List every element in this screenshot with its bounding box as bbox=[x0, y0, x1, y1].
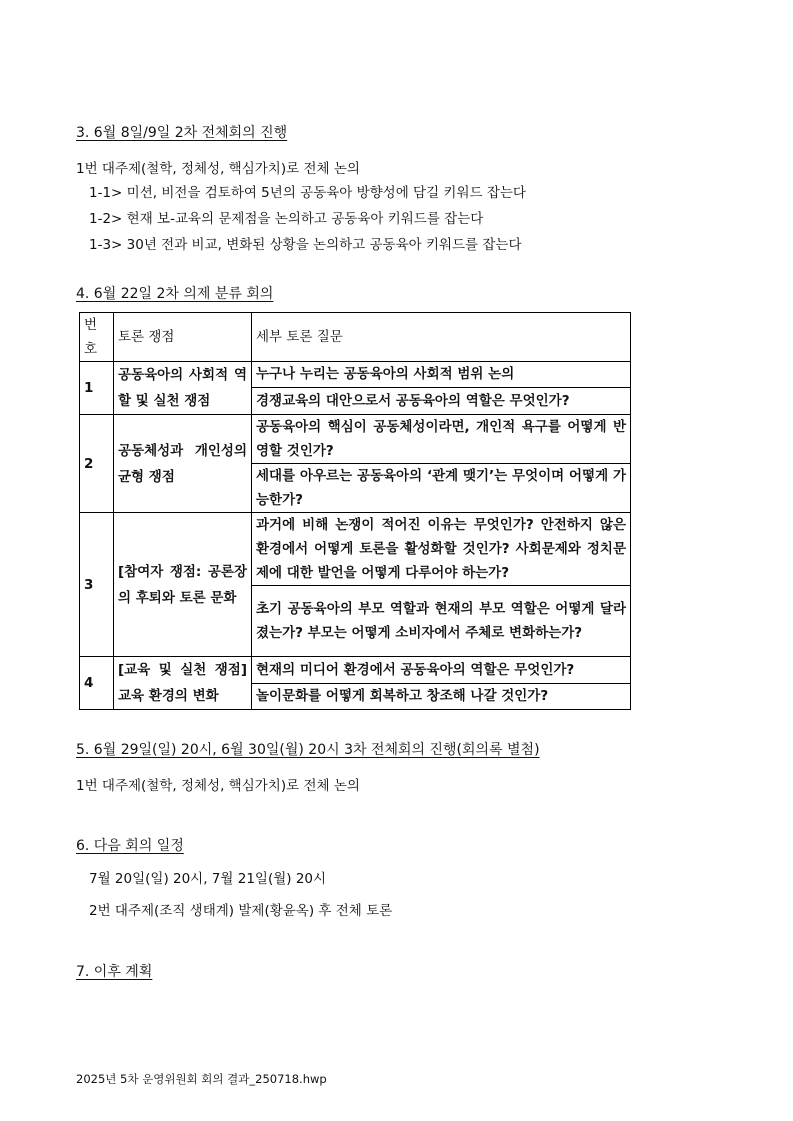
row-number: 1 bbox=[80, 362, 114, 415]
row-topic: 공동체성과 개인성의 균형 쟁점 bbox=[114, 415, 252, 513]
row-question: 경쟁교육의 대안으로서 공동육아의 역할은 무엇인가? bbox=[252, 387, 631, 414]
footer-filename: 2025년 5차 운영위원회 회의 결과_250718.hwp bbox=[76, 1072, 327, 1086]
row-topic: [참여자 쟁점: 공론장의 후퇴와 토론 문화 bbox=[114, 513, 252, 657]
row-question: 세대를 아우르는 공동육아의 ‘관계 맺기’는 무엇이며 어떻게 가능한가? bbox=[252, 464, 631, 513]
section-3-intro: 1번 대주제(철학, 정체성, 핵심가치)로 전체 논의 bbox=[76, 161, 360, 177]
section-5-intro: 1번 대주제(철학, 정체성, 핵심가치)로 전체 논의 bbox=[76, 778, 360, 794]
row-question: 누구나 누리는 공동육아의 사회적 범위 논의 bbox=[252, 362, 631, 388]
table-row bbox=[80, 415, 631, 464]
section-6-item: 2번 대주제(조직 생태계) 발제(황윤옥) 후 전체 토론 bbox=[89, 903, 393, 919]
table-header-row bbox=[80, 313, 631, 362]
row-question: 공동육아의 핵심이 공동체성이라면, 개인적 욕구를 어떻게 반영할 것인가? bbox=[252, 415, 631, 464]
table-row bbox=[80, 657, 631, 684]
row-question: 현재의 미디어 환경에서 공동육아의 역할은 무엇인가? bbox=[252, 657, 631, 684]
section-3-item: 1-3> 30년 전과 비교, 변화된 상황을 논의하고 공동육아 키워드를 잡는다 bbox=[89, 237, 522, 253]
header-number: 번호 bbox=[80, 313, 114, 362]
header-topic: 토론 쟁점 bbox=[114, 313, 252, 362]
row-number: 4 bbox=[80, 657, 114, 710]
table-row bbox=[80, 513, 631, 586]
row-number: 2 bbox=[80, 415, 114, 513]
row-topic: 공동육아의 사회적 역할 및 실천 쟁점 bbox=[114, 362, 252, 415]
section-6-title: 6. 다음 회의 일정 bbox=[76, 838, 184, 854]
section-3-item: 1-1> 미션, 비전을 검토하여 5년의 공동육아 방향성에 담길 키워드 잡는다 bbox=[89, 185, 526, 201]
row-question: 놀이문화를 어떻게 회복하고 창조해 나갈 것인가? bbox=[252, 683, 631, 710]
table-row bbox=[80, 362, 631, 388]
agenda-table bbox=[79, 312, 631, 710]
section-5-title: 5. 6월 29일(일) 20시, 6월 30일(월) 20시 3차 전체회의 진행(회의록 별첨) bbox=[76, 742, 540, 758]
row-topic: [교육 및 실천 쟁점] 교육 환경의 변화 bbox=[114, 657, 252, 710]
row-question: 과거에 비해 논쟁이 적어진 이유는 무엇인가? 안전하지 않은 환경에서 어떻게 토론을 활성화할 것인가? 사회문제와 정치문제에 대한 발언을 어떻게 다루어야 하는가? bbox=[252, 513, 631, 586]
row-question: 초기 공동육아의 부모 역할과 현재의 부모 역할은 어떻게 달라졌는가? 부모는 어떻게 소비자에서 주체로 변화하는가? bbox=[252, 586, 631, 657]
header-questions: 세부 토론 질문 bbox=[252, 313, 631, 362]
section-3-item: 1-2> 현재 보-교육의 문제점을 논의하고 공동육아 키워드를 잡는다 bbox=[89, 211, 484, 227]
section-4-title: 4. 6월 22일 2차 의제 분류 회의 bbox=[76, 286, 274, 302]
section-7-title: 7. 이후 계획 bbox=[76, 964, 153, 980]
row-number: 3 bbox=[80, 513, 114, 657]
section-6-item: 7월 20일(일) 20시, 7월 21일(월) 20시 bbox=[89, 871, 327, 887]
section-3-title: 3. 6월 8일/9일 2차 전체회의 진행 bbox=[76, 125, 288, 141]
